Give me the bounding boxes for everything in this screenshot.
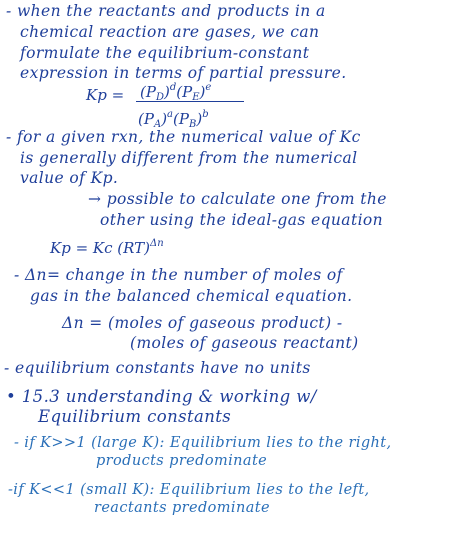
section-heading: Equilibrium constants — [38, 407, 232, 426]
section-heading: • 15.3 understanding & working w/ — [6, 387, 317, 406]
note-line: - if K>>1 (large K): Equilibrium lies to the right, — [14, 435, 392, 451]
note-line: - Δn= change in the number of moles of — [14, 266, 343, 284]
kp-denominator: $(P_A)^a(P_B)^b$ — [138, 109, 209, 130]
note-line: Δn = (moles of gaseous product) - — [62, 314, 343, 332]
note-line: → possible to calculate one from the — [88, 190, 387, 208]
note-line: other using the ideal-gas equation — [100, 211, 384, 229]
note-line: - when the reactants and products in a — [6, 2, 326, 20]
note-line: -if K<<1 (small K): Equilibrium lies to the left, — [8, 482, 370, 498]
kp-numerator: $(P_D)^d(P_E)^e$ — [140, 82, 212, 103]
note-line: (moles of gaseous reactant) — [130, 334, 359, 352]
note-line: value of Kp. — [20, 169, 119, 187]
note-line: reactants predominate — [94, 500, 270, 516]
note-line: - for a given rxn, the numerical value of Kc — [6, 128, 361, 146]
note-line: products predominate — [96, 453, 268, 469]
kp-kc-equation: Kp = Kc (RT)$^{\Delta n}$ — [50, 238, 164, 257]
note-line: is generally different from the numerical — [20, 149, 358, 167]
kp-label: Kp = — [86, 86, 125, 104]
note-line: - equilibrium constants have no units — [4, 359, 311, 377]
note-line: expression in terms of partial pressure. — [20, 64, 347, 82]
note-line: gas in the balanced chemical equation. — [30, 287, 353, 305]
note-line: chemical reaction are gases, we can — [20, 23, 320, 41]
note-line: formulate the equilibrium-constant — [20, 44, 310, 62]
fraction-bar — [136, 101, 244, 102]
